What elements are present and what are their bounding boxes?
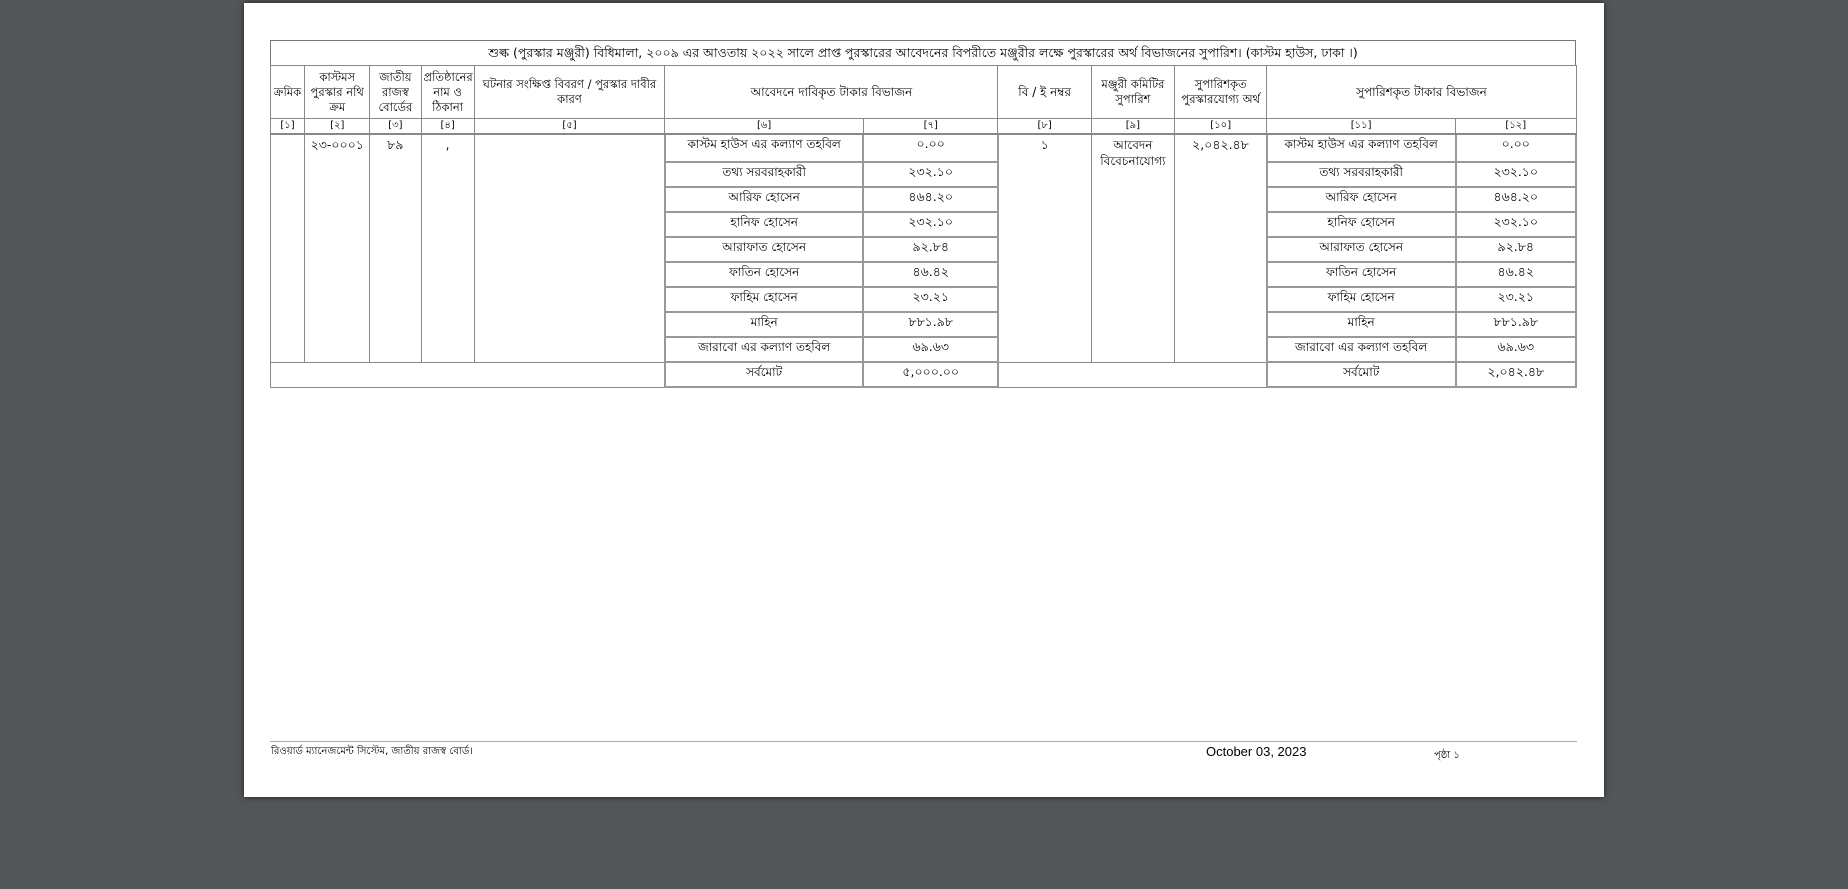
- report-page: [244, 3, 1604, 797]
- total-spacer: [271, 362, 665, 387]
- header-recommended-amount: সুপারিশকৃত পুরস্কারযোগ্য অর্থ: [1175, 66, 1267, 119]
- claimed-name: জারাবো এর কল্যাণ তহবিল: [665, 337, 864, 362]
- column-number: [৯]: [1091, 119, 1174, 135]
- claimed-name: ফাহিম হোসেন: [665, 287, 864, 312]
- footer-page-number: পৃষ্ঠা ১: [1434, 750, 1460, 761]
- record-committee: আবেদন বিবেচনাযোগ্য: [1091, 134, 1174, 362]
- report-title: শুল্ক (পুরস্কার মঞ্জুরী) বিধিমালা, ২০০৯ এর আওতায় ২০২২ সালে প্রাপ্ত পুরস্কারের আবেদনের বিপরীতে মঞ্জুরীর লক্ষে পুরস্কারের অর্থ বিভাজনের সুপারিশ। (কাস্টম হাউস, ঢাকা ।): [270, 40, 1576, 66]
- recommended-amount: ৪৬.৪২: [1456, 262, 1577, 287]
- recommended-name: ফাতিন হোসেন: [1267, 262, 1456, 287]
- recommended-amount: ২৩২.১০: [1456, 212, 1577, 237]
- header-row: [271, 66, 1577, 119]
- record-serial: [271, 134, 305, 362]
- recommended-name: আরিফ হোসেন: [1267, 187, 1456, 212]
- header-committee: মঞ্জুরী কমিটির সুপারিশ: [1091, 66, 1174, 119]
- recommended-amount: ৪৬৪.২০: [1456, 187, 1577, 212]
- record-nbr: ৮৯: [370, 134, 421, 362]
- claimed-name: কাস্টম হাউস এর কল্যাণ তহবিল: [665, 134, 864, 162]
- header-nbr: জাতীয় রাজস্ব বোর্ডের: [370, 66, 421, 119]
- claimed-amount: ৪৬.৪২: [863, 262, 997, 287]
- claimed-amount: ৯২.৮৪: [863, 237, 997, 262]
- recommended-name: আরাফাত হোসেন: [1267, 237, 1456, 262]
- column-number: [৩]: [370, 119, 421, 135]
- header-claimed-split: আবেদনে দাবিকৃত টাকার বিভাজন: [665, 66, 998, 119]
- recommended-amount: ২৩২.১০: [1456, 162, 1577, 187]
- recommended-name: জারাবো এর কল্যাণ তহবিল: [1267, 337, 1456, 362]
- recommended-total-label: সর্বমোট: [1267, 362, 1456, 387]
- footer-divider: [270, 741, 1577, 742]
- record-org: ,: [421, 134, 474, 362]
- column-number: [১]: [271, 119, 305, 135]
- record-summary: [474, 134, 665, 362]
- header-recommended-split: সুপারিশকৃত টাকার বিভাজন: [1267, 66, 1576, 119]
- claimed-amount: ২৩২.১০: [863, 162, 997, 187]
- column-number: [১০]: [1175, 119, 1267, 135]
- claimed-amount: ২৩.২১: [863, 287, 997, 312]
- claimed-name: আরিফ হোসেন: [665, 187, 864, 212]
- recommended-name: ফাহিম হোসেন: [1267, 287, 1456, 312]
- record-file-no: ২৩-০০০১: [305, 134, 370, 362]
- recommended-name: মাহিন: [1267, 312, 1456, 337]
- claimed-total: ৫,০০০.০০: [863, 362, 997, 387]
- claimed-amount: ০.০০: [863, 134, 997, 162]
- claimed-name: ফাতিন হোসেন: [665, 262, 864, 287]
- header-file-no: কাস্টমস পুরস্কার নথি ক্রম: [305, 66, 370, 119]
- total-row: [271, 362, 1577, 387]
- column-number: [৫]: [474, 119, 665, 135]
- recommended-amount: ৬৯.৬৩: [1456, 337, 1577, 362]
- claimed-amount: ৮৮১.৯৮: [863, 312, 997, 337]
- footer-date: October 03, 2023: [1206, 744, 1307, 759]
- claimed-amount: ৬৯.৬৩: [863, 337, 997, 362]
- claimed-total-label: সর্বমোট: [665, 362, 864, 387]
- column-number: [২]: [305, 119, 370, 135]
- recommended-amount: ৮৮১.৯৮: [1456, 312, 1577, 337]
- column-number: [৭]: [863, 119, 997, 135]
- record-recommended-amount: ২,০৪২.৪৮: [1175, 134, 1267, 362]
- claimed-name: হানিফ হোসেন: [665, 212, 864, 237]
- reward-table: [270, 65, 1577, 388]
- column-number-row: [271, 119, 1577, 135]
- column-number: [৪]: [421, 119, 474, 135]
- recommended-amount: ২৩.২১: [1456, 287, 1577, 312]
- column-number: [১১]: [1267, 119, 1456, 135]
- total-spacer: [998, 362, 1267, 387]
- claimed-name: আরাফাত হোসেন: [665, 237, 864, 262]
- column-number: [৮]: [998, 119, 1091, 135]
- recommended-amount: ০.০০: [1456, 134, 1577, 162]
- recommended-name: কাস্টম হাউস এর কল্যাণ তহবিল: [1267, 134, 1456, 162]
- header-org: প্রতিষ্ঠানের নাম ও ঠিকানা: [421, 66, 474, 119]
- column-number: [১২]: [1456, 119, 1577, 135]
- claimed-amount: ৪৬৪.২০: [863, 187, 997, 212]
- recommended-amount: ৯২.৮৪: [1456, 237, 1577, 262]
- claimed-name: তথ্য সরবরাহকারী: [665, 162, 864, 187]
- table-row: [271, 134, 1577, 162]
- record-be-no: ১: [998, 134, 1091, 362]
- recommended-name: তথ্য সরবরাহকারী: [1267, 162, 1456, 187]
- recommended-name: হানিফ হোসেন: [1267, 212, 1456, 237]
- footer-system-name: রিওয়ার্ড ম্যানেজমেন্ট সিস্টেম, জাতীয় রাজস্ব বোর্ড।: [271, 746, 473, 757]
- claimed-name: মাহিন: [665, 312, 864, 337]
- header-be-no: বি / ই নম্বর: [998, 66, 1091, 119]
- claimed-amount: ২৩২.১০: [863, 212, 997, 237]
- header-serial: ক্রমিক: [271, 66, 305, 119]
- header-summary: ঘটনার সংক্ষিপ্ত বিবরণ / পুরস্কার দাবীর কারণ: [474, 66, 665, 119]
- column-number: [৬]: [665, 119, 864, 135]
- recommended-total: ২,০৪২.৪৮: [1456, 362, 1577, 387]
